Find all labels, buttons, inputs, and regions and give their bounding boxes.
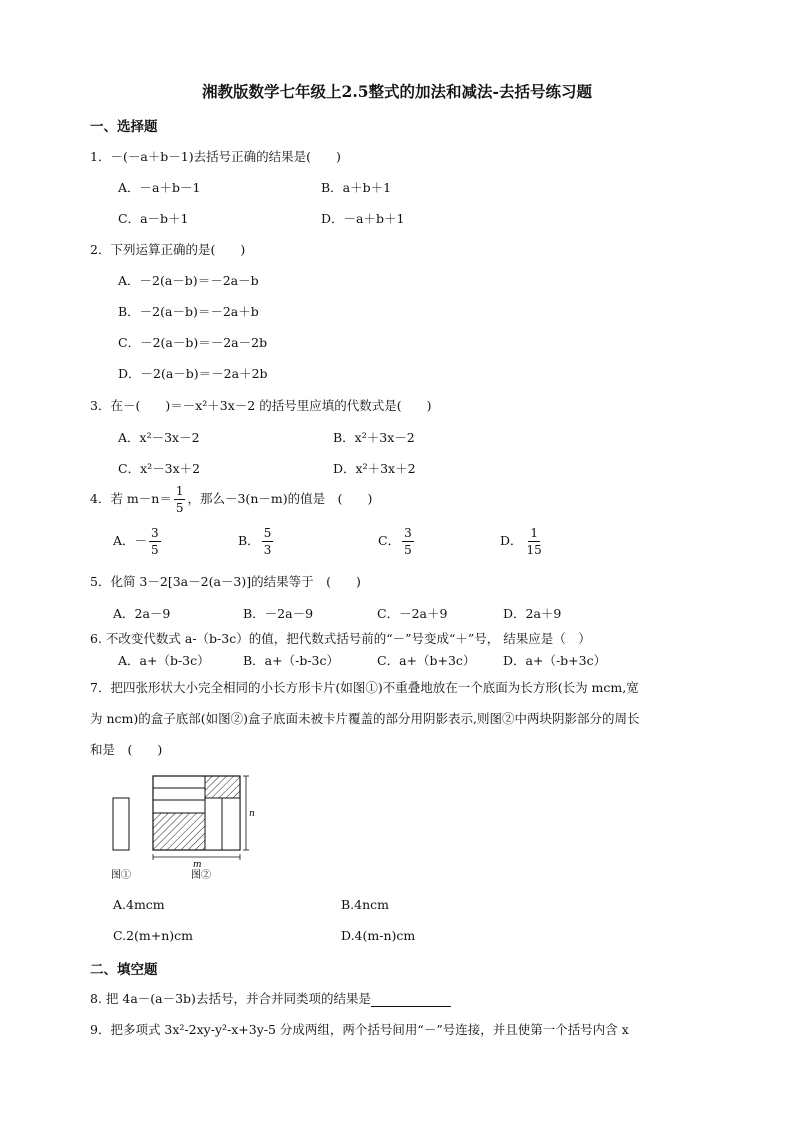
fraction-denominator: 5 — [175, 501, 184, 515]
question-2-option-d: D．－2(a－b)＝－2a＋2b — [118, 366, 268, 381]
dimension-m-label: m — [193, 860, 202, 870]
card-vertical-1 — [205, 798, 222, 850]
question-5-option-a: A．2a－9 — [113, 606, 171, 621]
fraction-denominator: 15 — [526, 543, 542, 557]
question-3-option-d: D．x²＋3x＋2 — [333, 461, 416, 476]
fraction-denominator: 5 — [151, 543, 159, 557]
question-4-option-b — [238, 527, 275, 556]
page-title: 湘教版数学七年级上2.5整式的加法和减法-去括号练习题 — [202, 82, 592, 101]
option-label: D． — [500, 533, 523, 548]
section-heading-fill: 二、填空题 — [90, 962, 158, 978]
question-1-stem: 1．－(－a＋b－1)去括号正确的结果是( ) — [90, 149, 341, 164]
question-7-option-b: B.4ncm — [341, 897, 390, 912]
option-label: A． — [113, 533, 135, 548]
figure-1-label: 图① — [111, 870, 131, 881]
option-fraction — [262, 527, 274, 556]
question-8 — [90, 989, 451, 1007]
question-5-option-d: D．2a＋9 — [503, 606, 562, 621]
option-fraction — [149, 527, 161, 556]
option-label: C． — [378, 533, 401, 548]
option-sign: － — [134, 533, 148, 548]
figure-2-label: 图② — [191, 870, 211, 881]
question-4-stem — [90, 485, 372, 514]
question-7-line-3: 和是 ( ) — [90, 742, 163, 757]
question-6-option-c: C．a+（b+3c） — [377, 653, 476, 668]
question-2-option-b: B．－2(a－b)＝－2a＋b — [118, 304, 259, 319]
fraction-numerator: 5 — [263, 526, 272, 540]
question-7-option-d: D.4(m-n)cm — [341, 928, 416, 943]
option-label: B． — [238, 533, 260, 548]
question-3-option-a: A．x²－3x－2 — [118, 430, 200, 445]
question-4-option-c — [378, 527, 416, 556]
shaded-region-top — [205, 776, 240, 798]
fraction-numerator: 3 — [404, 526, 412, 540]
question-9-stem: 9．把多项式 3x²-2xy-y²-x+3y-5 分成两组，两个括号间用“－”号连接，并且使第一个括号内含 x — [90, 1022, 629, 1037]
dimension-n-label: n — [249, 809, 255, 819]
question-3-option-c: C．x²－3x＋2 — [118, 461, 201, 476]
question-8-stem: 8. 把 4a－(a－3b)去括号，并合并同类项的结果是 — [90, 991, 371, 1006]
fraction-numerator: 1 — [530, 526, 538, 540]
question-7-line-2: 为 ncm)的盒子底部(如图②)盒子底面未被卡片覆盖的部分用阴影表示,则图②中两块阴影部分的周长 — [90, 711, 640, 726]
figure-1-card — [113, 798, 129, 850]
card-vertical-2 — [222, 798, 240, 850]
fraction-denominator: 3 — [263, 543, 272, 557]
figure-2-box — [153, 776, 240, 850]
option-fraction — [402, 527, 414, 556]
question-1-option-c: C．a－b＋1 — [118, 211, 189, 226]
shaded-region-bottom — [153, 813, 205, 850]
question-2-stem: 2．下列运算正确的是( ) — [90, 242, 246, 257]
question-7-figures — [105, 770, 265, 882]
answer-blank[interactable] — [371, 992, 451, 1007]
question-4-stem-prefix: 4．若 m－n＝ — [90, 491, 172, 506]
question-4-option-d — [500, 527, 546, 556]
fraction-denominator: 5 — [404, 543, 412, 557]
question-2-option-a: A．－2(a－b)＝－2a－b — [118, 273, 259, 288]
question-5-stem: 5．化简 3－2[3a－2(a－3)]的结果等于 ( ) — [90, 574, 361, 589]
question-5-option-c: C．－2a＋9 — [377, 606, 448, 621]
fraction-numerator: 3 — [151, 526, 159, 540]
question-5-option-b: B．－2a－9 — [243, 606, 314, 621]
question-1-option-d: D．－a＋b＋1 — [321, 211, 405, 226]
question-2-option-c: C．－2(a－b)＝－2a－2b — [118, 335, 268, 350]
question-7-line-1: 7．把四张形状大小完全相同的小长方形卡片(如图①)不重叠地放在一个底面为长方形(长为 mcm,宽 — [90, 680, 639, 695]
question-7-option-c: C.2(m+n)cm — [113, 928, 194, 943]
question-3-stem: 3．在－( )＝－x²＋3x－2 的括号里应填的代数式是( ) — [90, 398, 432, 413]
question-3-option-b: B．x²＋3x－2 — [333, 430, 415, 445]
option-fraction — [525, 527, 544, 556]
fraction-numerator: 1 — [175, 484, 184, 498]
question-4-option-a — [113, 527, 163, 556]
question-1-option-b: B．a＋b＋1 — [321, 180, 392, 195]
section-heading-choice: 一、选择题 — [90, 119, 158, 135]
question-6-option-d: D．a+（-b+3c） — [503, 653, 607, 668]
question-1-option-a: A．－a＋b－1 — [118, 180, 201, 195]
question-4-fraction — [174, 485, 186, 514]
question-4-stem-suffix: ，那么－3(n－m)的值是 ( ) — [187, 491, 373, 506]
question-6-stem: 6. 不改变代数式 a-（b-3c）的值，把代数式括号前的“－”号变成“＋”号， 结果应是（ ） — [90, 631, 591, 646]
question-7-option-a: A.4mcm — [113, 897, 165, 912]
question-6-option-a: A．a+（b-3c） — [118, 653, 210, 668]
question-6-option-b: B．a+（-b-3c） — [243, 653, 340, 668]
